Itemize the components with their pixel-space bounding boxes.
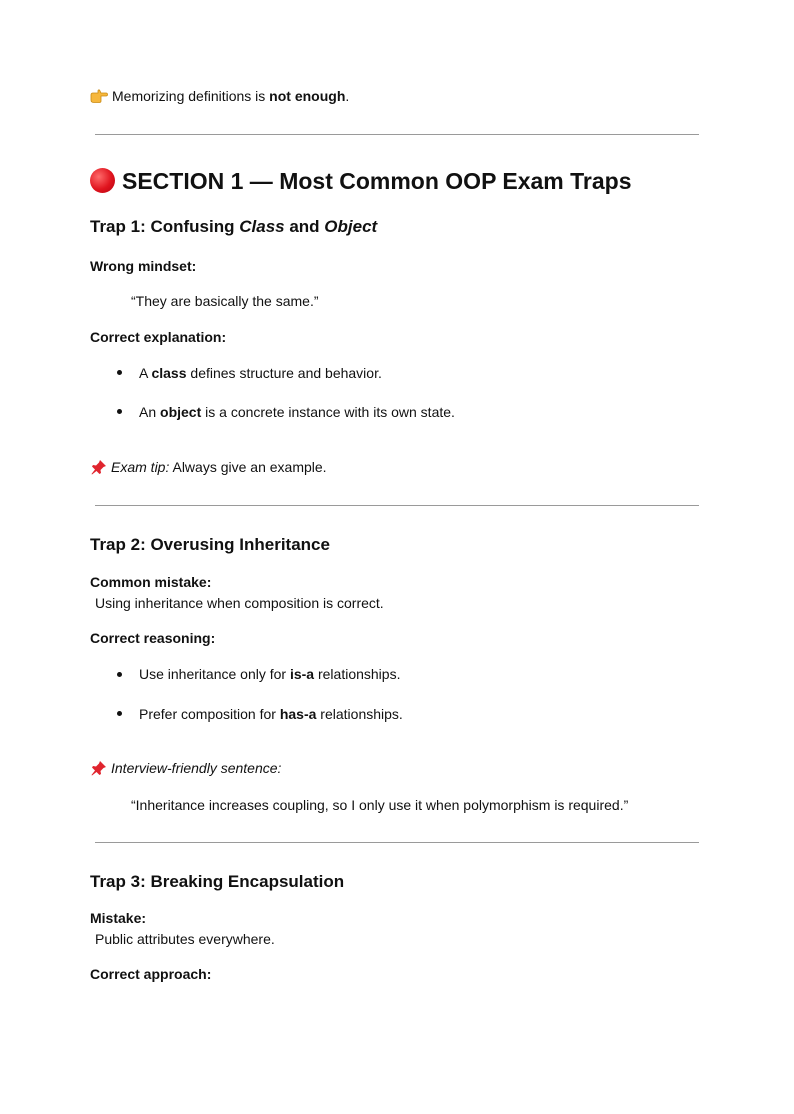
trap3-mistake-text: Public attributes everywhere. — [95, 931, 275, 947]
trap1-title-object: Object — [324, 217, 378, 236]
intro-line — [90, 86, 349, 106]
bullet-pre: An — [139, 404, 161, 420]
trap2-mistake-text: Using inheritance when composition is correct. — [95, 595, 384, 611]
trap2-bullet-1 — [139, 665, 400, 683]
trap1-title — [90, 216, 377, 238]
trap3-approach-label: Correct approach: — [90, 966, 212, 982]
intro-text-bold: not enough — [269, 88, 346, 104]
bullet-dot — [117, 370, 122, 375]
trap1-wrong-quote: “They are basically the same.” — [131, 293, 319, 309]
bullet-bold: has-a — [279, 706, 317, 722]
trap2-bullet-2 — [139, 705, 403, 723]
trap2-quote: “Inheritance increases coupling, so I only use it when polymorphism is required.” — [131, 797, 629, 813]
divider — [95, 134, 699, 135]
intro-text-before: Memorizing definitions is — [112, 88, 270, 104]
trap2-reason-label: Correct reasoning: — [90, 630, 216, 646]
trap1-title-and: and — [284, 217, 325, 236]
trap1-bullet-2 — [139, 403, 455, 421]
bullet-dot — [117, 711, 122, 716]
trap1-title-class: Class — [239, 217, 285, 236]
bullet-bold: is-a — [289, 666, 315, 682]
bullet-bold: object — [160, 404, 202, 420]
trap3-title: Trap 3: Breaking Encapsulation — [90, 872, 345, 891]
bullet-bold: class — [151, 365, 187, 381]
intro-text-after: . — [345, 88, 350, 104]
bullet-post: is a concrete instance with its own state. — [201, 404, 455, 420]
interview-tip-label: Interview-friendly sentence: — [111, 760, 282, 776]
section-title — [90, 166, 632, 196]
exam-tip-label: Exam tip: — [111, 459, 170, 475]
trap1-exam-tip — [90, 458, 327, 476]
trap3-mistake-label: Mistake: — [90, 910, 147, 926]
red-circle-icon — [90, 168, 115, 193]
exam-tip-text: Always give an example. — [169, 459, 327, 475]
bullet-dot — [117, 672, 122, 677]
divider — [95, 842, 699, 843]
trap1-bullet-1 — [139, 364, 382, 382]
trap2-title: Trap 2: Overusing Inheritance — [90, 535, 330, 554]
bullet-pre: Prefer composition for — [139, 706, 280, 722]
trap2-mistake-label: Common mistake: — [90, 574, 212, 590]
bullet-dot — [117, 409, 122, 414]
divider — [95, 505, 699, 506]
bullet-post: relationships. — [316, 706, 403, 722]
pointing-hand-icon — [90, 88, 108, 104]
trap2-interview-tip — [90, 759, 281, 777]
section-title-text: SECTION 1 — Most Common OOP Exam Traps — [122, 168, 632, 194]
trap1-title-prefix: Trap 1: Confusing — [90, 217, 240, 236]
pushpin-icon — [90, 459, 107, 475]
bullet-post: defines structure and behavior. — [186, 365, 382, 381]
bullet-pre: A — [139, 365, 152, 381]
bullet-pre: Use inheritance only for — [139, 666, 290, 682]
trap1-wrong-label: Wrong mindset: — [90, 258, 197, 274]
pushpin-icon — [90, 760, 107, 776]
trap1-correct-label: Correct explanation: — [90, 329, 227, 345]
bullet-post: relationships. — [314, 666, 401, 682]
